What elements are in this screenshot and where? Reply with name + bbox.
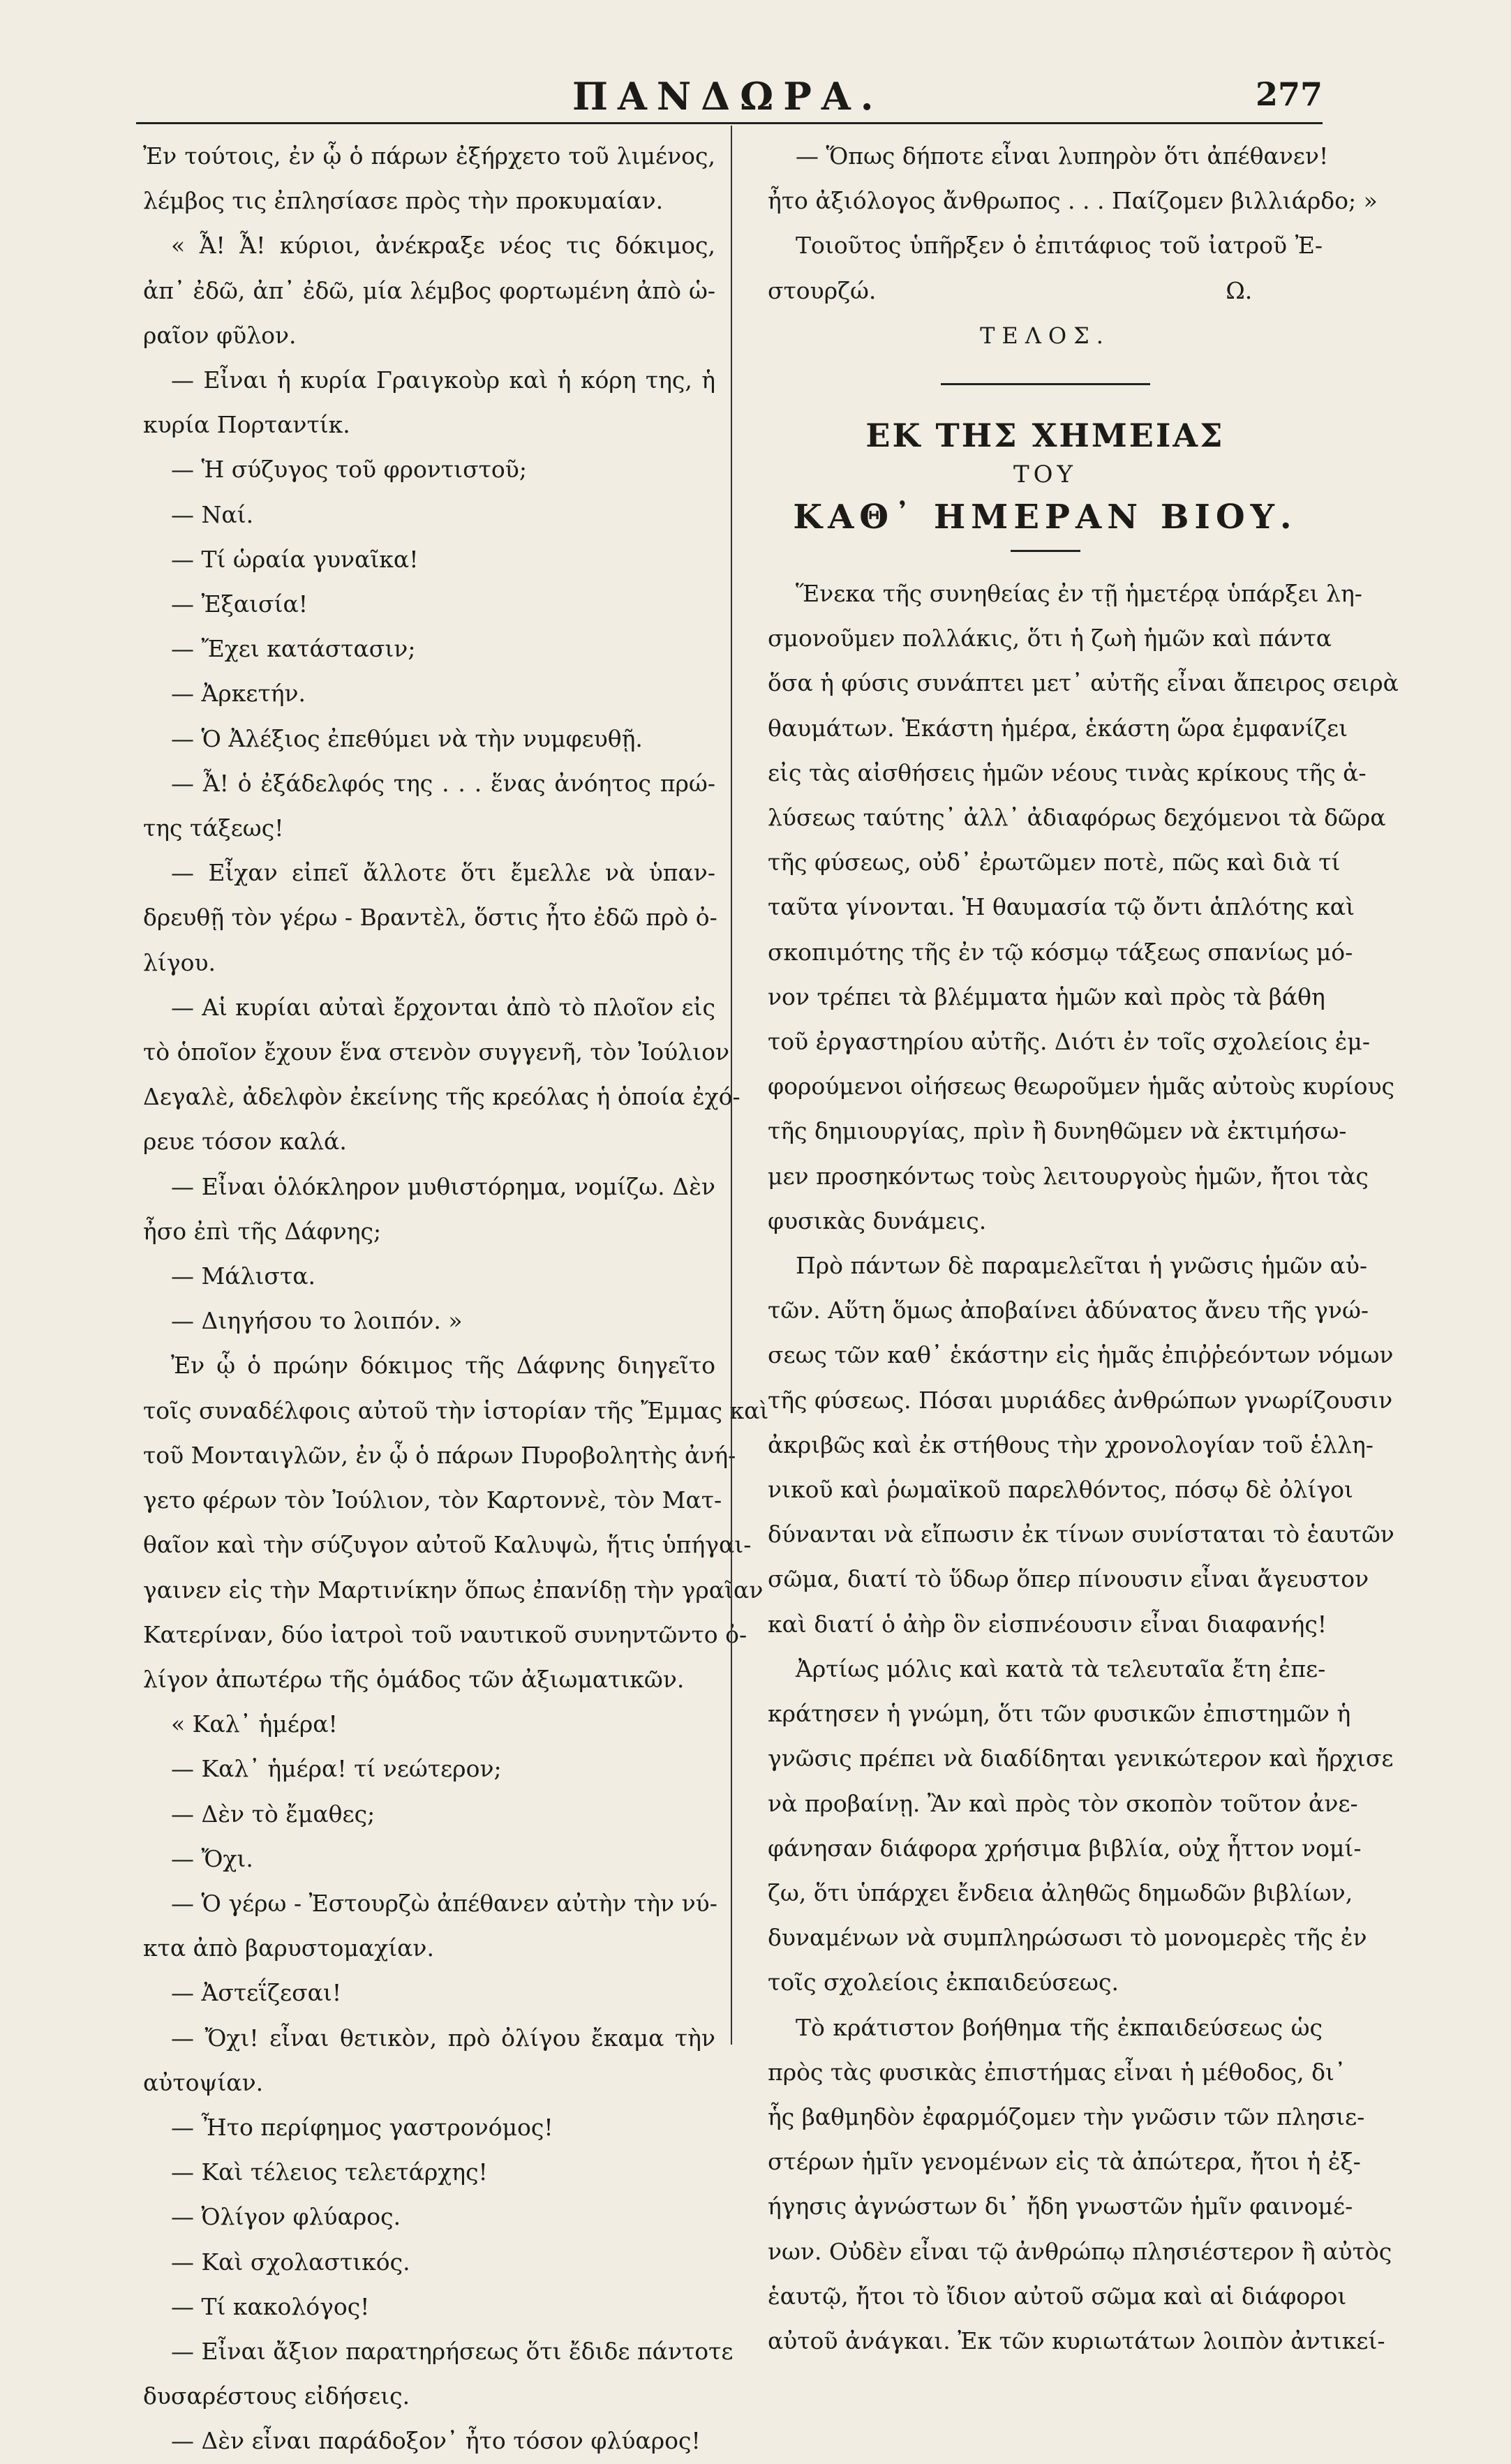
section-subtitle: ΤΟΥ — [1013, 461, 1077, 489]
text-line: — Καὶ σχολαστικός. — [171, 2248, 410, 2276]
text-line: — Εἶναι ὁλόκληρον μυθιστόρημα, νομίζω. Δὲν — [171, 1172, 715, 1200]
text-line: κτα ἀπὸ βαρυστομαχίαν. — [143, 1934, 434, 1962]
text-line: κυρία Πορταντίκ. — [143, 411, 350, 439]
text-line: — Ἆ! ὁ ἐξάδελφός της . . . ἕνας ἀνόητος πρώ- — [171, 769, 715, 797]
closing-line — [768, 269, 1323, 313]
text-line: καὶ διατί ὁ ἀὴρ ὃν εἰσπνέουσιν εἶναι διαφανής! — [768, 1610, 1327, 1638]
text-line: — Ὁ γέρω - Ἐστουρζὼ ἀπέθανεν αὐτὴν τὴν νύ- — [171, 1889, 717, 1917]
text-line: σμονοῦμεν πολλάκις, ὅτι ἡ ζωὴ ἡμῶν καὶ πάντα — [768, 625, 1332, 652]
text-line: τὸ ὁποῖον ἔχουν ἕνα στενὸν συγγενῆ, τὸν Ἰούλιον — [143, 1038, 730, 1066]
text-line: γαινεν εἰς τὴν Μαρτινίκην ὅπως ἐπανίδῃ τὴν γραῖαν — [143, 1576, 764, 1604]
text-line: — Ἀστεΐζεσαι! — [171, 1979, 342, 2007]
text-line: ὅσα ἡ φύσις συνάπτει μετ᾽ αὐτῆς εἶναι ἄπειρος σειρὰ — [768, 669, 1399, 697]
text-line: νὰ προβαίνῃ. Ἂν καὶ πρὸς τὸν σκοπὸν τοῦτον ἀνε- — [768, 1789, 1358, 1817]
text-line: — Ὄχι. — [171, 1844, 253, 1872]
text-line: φάνησαν διάφορα χρήσιμα βιβλία, οὐχ ἧττον νομί- — [768, 1834, 1362, 1862]
running-title: ΠΑΝΔΩΡΑ. — [572, 74, 884, 119]
text-line: λύσεως ταύτης᾽ ἀλλ᾽ ἀδιαφόρως δεχόμενοι τὰ δῶρα — [768, 804, 1386, 832]
text-line: αὐτοῦ ἀνάγκαι. Ἐκ τῶν κυριωτάτων λοιπὸν ἀντικεί- — [768, 2327, 1385, 2354]
text-line: δυσαρέστους εἰδήσεις. — [143, 2382, 410, 2410]
section-mini-rule — [1011, 550, 1080, 552]
text-line: ταῦτα γίνονται. Ἡ θαυμασία τῷ ὄντι ἁπλότης καὶ — [768, 893, 1355, 921]
text-line: — Διηγήσου το λοιπόν. » — [171, 1307, 463, 1335]
text-line: ἦσο ἐπὶ τῆς Δάφνης; — [143, 1217, 382, 1245]
section-rule — [941, 383, 1150, 385]
text-line: ἀκριβῶς καὶ ἐκ στήθους τὴν χρονολογίαν τοῦ ἑλλη- — [768, 1431, 1374, 1458]
text-line: γνῶσις πρέπει νὰ διαδίδηται γενικώτερον καὶ ἤρχισε — [768, 1745, 1394, 1772]
page-header — [133, 67, 1323, 130]
text-line: — Εἶναι ἄξιον παρατηρήσεως ὅτι ἔδιδε πάντοτε — [171, 2337, 734, 2365]
left-column — [143, 134, 769, 2464]
text-line: — Ναί. — [171, 500, 254, 528]
text-line: — Αἱ κυρίαι αὐταὶ ἔρχονται ἀπὸ τὸ πλοῖον εἰς — [171, 993, 715, 1021]
text-line: ἧς βαθμηδὸν ἐφαρμόζομεν τὴν γνῶσιν τῶν πλησιε- — [768, 2103, 1365, 2130]
text-line: — Καὶ τέλειος τελετάρχης! — [171, 2158, 488, 2186]
text-line: σῶμα, διατί τὸ ὕδωρ ὅπερ πίνουσιν εἶναι ἄγευστον — [768, 1565, 1369, 1593]
text-line: τοῦ ἐργαστηρίου αὐτῆς. Διότι ἐν τοῖς σχολείοις ἐμ- — [768, 1028, 1370, 1056]
text-line: αὐτοψίαν. — [143, 2068, 264, 2096]
text-line: — Μάλιστα. — [171, 1262, 315, 1290]
text-line: — Εἶναι ἡ κυρία Γραιγκοὺρ καὶ ἡ κόρη της, ἡ — [171, 366, 715, 394]
text-line: της τάξεως! — [143, 814, 284, 842]
text-line: — Καλ᾽ ἡμέρα! τί νεώτερον; — [171, 1755, 502, 1783]
text-line: νικοῦ καὶ ῥωμαϊκοῦ παρελθόντος, πόσῳ δὲ ὀλίγοι — [768, 1476, 1353, 1504]
text-line: κράτησεν ἡ γνώμη, ὅτι τῶν φυσικῶν ἐπιστημῶν ἡ — [768, 1700, 1351, 1728]
text-line: — Δὲν εἶναι παράδοξον᾽ ἦτο τόσον φλύαρος! — [171, 2427, 701, 2455]
text-line: Ἀρτίως μόλις καὶ κατὰ τὰ τελευταῖα ἔτη ἐπε- — [796, 1655, 1326, 1682]
text-line: τῶν. Αὕτη ὅμως ἀποβαίνει ἀδύνατος ἄνευ τῆς γνώ- — [768, 1297, 1369, 1324]
text-line: δύνανται νὰ εἴπωσιν ἐκ τίνων συνίσταται τὸ ἑαυτῶν — [768, 1521, 1394, 1548]
text-line: ήγησις ἀγνώστων δι᾽ ἤδη γνωστῶν ἡμῖν φαινομέ- — [768, 2193, 1353, 2220]
text-line: — Ὁ Ἀλέξιος ἐπεθύμει νὰ τὴν νυμφευθῇ. — [171, 724, 643, 752]
text-line: — Ἦτο περίφημος γαστρονόμος! — [171, 2113, 553, 2141]
right-column — [768, 134, 1399, 2364]
text-line: σεως τῶν καθ᾽ ἑκάστην εἰς ἡμᾶς ἐπιῤῥεόντων νόμων — [768, 1341, 1394, 1369]
text-line: Κατερίναν, δύο ἰατροὶ τοῦ ναυτικοῦ συνηντῶντο ὀ- — [143, 1620, 747, 1648]
end-mark: ΤΕΛΟΣ. — [980, 322, 1110, 349]
text-line: τῆς φύσεως, οὐδ᾽ ἐρωτῶμεν ποτὲ, πῶς καὶ διὰ τί — [768, 849, 1341, 876]
text-line: « Ἆ! Ἆ! κύριοι, ἀνέκραξε νέος τις δόκιμος, — [171, 232, 715, 260]
section-title-second: ΚΑΘ᾽ ΗΜΕΡΑΝ ΒΙΟΥ. — [793, 498, 1297, 537]
text-line: — Ἡ σύζυγος τοῦ φροντιστοῦ; — [171, 456, 527, 484]
text-line: λίγον ἀπωτέρω τῆς ὁμάδος τῶν ἀξιωματικῶν. — [143, 1665, 685, 1693]
text-line: Τοιοῦτος ὑπῆρξεν ὁ ἐπιτάφιος τοῦ ἰατροῦ Ἐ- — [796, 232, 1323, 260]
text-line: φορούμενοι οἰήσεως θεωροῦμεν ἡμᾶς αὐτοὺς κυρίους — [768, 1073, 1394, 1100]
text-line: — Εἶχαν εἰπεῖ ἄλλοτε ὅτι ἔμελλε νὰ ὑπαν- — [171, 859, 715, 887]
text-line: γετο φέρων τὸν Ἰούλιον, τὸν Καρτοννὲ, τὸν Ματ- — [143, 1486, 722, 1514]
author-signature: Ω. — [1226, 276, 1253, 304]
text-line: λέμβος τις ἐπλησίασε πρὸς τὴν προκυμαίαν. — [143, 187, 664, 215]
column-divider — [731, 126, 732, 2045]
text-line: θαῖον καὶ τὴν σύζυγον αὐτοῦ Καλυψὼ, ἥτις ὑπήγαι- — [143, 1531, 752, 1559]
text-line: νον τρέπει τὰ βλέμματα ἡμῶν καὶ πρὸς τὰ βάθη — [768, 983, 1325, 1010]
text-line: Ἐν ᾧ ὁ πρώην δόκιμος τῆς Δάφνης διηγεῖτο — [171, 1352, 715, 1380]
text-line: σκοπιμότης τῆς ἐν τῷ κόσμῳ τάξεως σπανίως μό- — [768, 938, 1353, 966]
text-line: νων. Οὐδὲν εἶναι τῷ ἀνθρώπῳ πλησιέστερον ἢ αὐτὸς — [768, 2237, 1392, 2265]
header-rule — [136, 122, 1323, 124]
text-line: Τὸ κράτιστον βοήθημα τῆς ἐκπαιδεύσεως ὡς — [796, 2013, 1323, 2041]
text-line: — Ὅπως δήποτε εἶναι λυπηρὸν ὅτι ἀπέθανεν! — [796, 142, 1329, 170]
text-line: ἀπ᾽ ἐδῶ, ἀπ᾽ ἐδῶ, μία λέμβος φορτωμένη ἀπὸ ὡ- — [143, 276, 715, 304]
right-column-top — [768, 134, 1378, 269]
text-line: — Ὄχι! εἶναι θετικὸν, πρὸ ὀλίγου ἔκαμα τὴν — [171, 2024, 715, 2052]
text-line: — Ἔχει κατάστασιν; — [171, 635, 416, 663]
text-line: τοῦ Μονταιγλῶν, ἐν ᾧ ὁ πάρων Πυροβολητὴς ἀνή- — [143, 1441, 736, 1469]
closing-word: στουρζώ. — [768, 276, 877, 304]
text-line: ρευε τόσον καλά. — [143, 1128, 347, 1156]
text-line: Ἐν τούτοις, ἐν ᾧ ὁ πάρων ἐξήρχετο τοῦ λιμένος, — [143, 142, 715, 170]
text-line: τῆς φύσεως. Πόσαι μυριάδες ἀνθρώπων γνωρίζουσιν — [768, 1386, 1393, 1414]
page-number: 277 — [1255, 75, 1323, 113]
text-line: πρὸς τὰς φυσικὰς ἐπιστήμας εἶναι ἡ μέθοδος, δι᾽ — [768, 2058, 1346, 2086]
text-line: μεν προσηκόντως τοὺς λειτουργοὺς ἡμῶν, ἤτοι τὰς — [768, 1162, 1369, 1190]
right-column-body — [768, 572, 1399, 2364]
text-line: ζω, ὅτι ὑπάρχει ἔνδεια ἀληθῶς δημωδῶν βιβλίων, — [768, 1879, 1353, 1906]
text-line: Ἕνεκα τῆς συνηθείας ἐν τῇ ἡμετέρᾳ ὑπάρξει λη- — [796, 580, 1362, 608]
text-line: ἑαυτῷ, ἤτοι τὸ ἴδιον αὐτοῦ σῶμα καὶ αἱ διάφοροι — [768, 2282, 1347, 2310]
text-line: τῆς δημιουργίας, πρὶν ἢ δυνηθῶμεν νὰ ἐκτιμήσω- — [768, 1117, 1347, 1145]
text-line: φυσικὰς δυνάμεις. — [768, 1207, 987, 1234]
section-title: ΕΚ ΤΗΣ ΧΗΜΕΙΑΣ — [865, 417, 1225, 455]
text-line: δρευθῇ τὸν γέρω - Βραντὲλ, ὅστις ἦτο ἐδῶ πρὸ ὀ- — [143, 904, 717, 932]
text-line: τοῖς συναδέλφοις αὐτοῦ τὴν ἱστορίαν τῆς Ἔμμας καὶ — [143, 1396, 769, 1424]
text-line: — Δὲν τὸ ἔμαθες; — [171, 1800, 375, 1828]
text-line: τοῖς σχολείοις ἐκπαιδεύσεως. — [768, 1969, 1119, 1996]
text-line: — Τί κακολόγος! — [171, 2292, 370, 2320]
text-line: στέρων ἡμῖν γενομένων εἰς τὰ ἀπώτερα, ἤτοι ἡ ἐξ- — [768, 2148, 1361, 2176]
text-line: ραῖον φῦλον. — [143, 321, 297, 349]
text-line: θαυμάτων. Ἑκάστη ἡμέρα, ἑκάστη ὥρα ἐμφανίζει — [768, 714, 1348, 742]
text-line: δυναμένων νὰ συμπληρώσωσι τὸ μονομερὲς τῆς ἐν — [768, 1924, 1367, 1952]
text-line: — Ὀλίγον φλύαρος. — [171, 2203, 401, 2231]
text-line: Πρὸ πάντων δὲ παραμελεῖται ἡ γνῶσις ἡμῶν αὐ- — [796, 1252, 1368, 1280]
text-line: λίγου. — [143, 948, 216, 976]
text-line: — Ἐξαισία! — [171, 590, 308, 618]
text-line: Δεγαλὲ, ἀδελφὸν ἐκείνης τῆς κρεόλας ἡ ὁποία ἐχό- — [143, 1083, 740, 1111]
text-line: — Ἀρκετήν. — [171, 680, 306, 708]
text-line: — Τί ὡραία γυναῖκα! — [171, 545, 419, 573]
text-line: εἰς τὰς αἰσθήσεις ἡμῶν νέους τινὰς κρίκους τῆς ἁ- — [768, 759, 1367, 786]
text-line: ἦτο ἀξιόλογος ἄνθρωπος . . . Παίζομεν βιλλιάρδο; » — [768, 187, 1378, 215]
text-line: « Καλ᾽ ἡμέρα! — [171, 1710, 338, 1738]
